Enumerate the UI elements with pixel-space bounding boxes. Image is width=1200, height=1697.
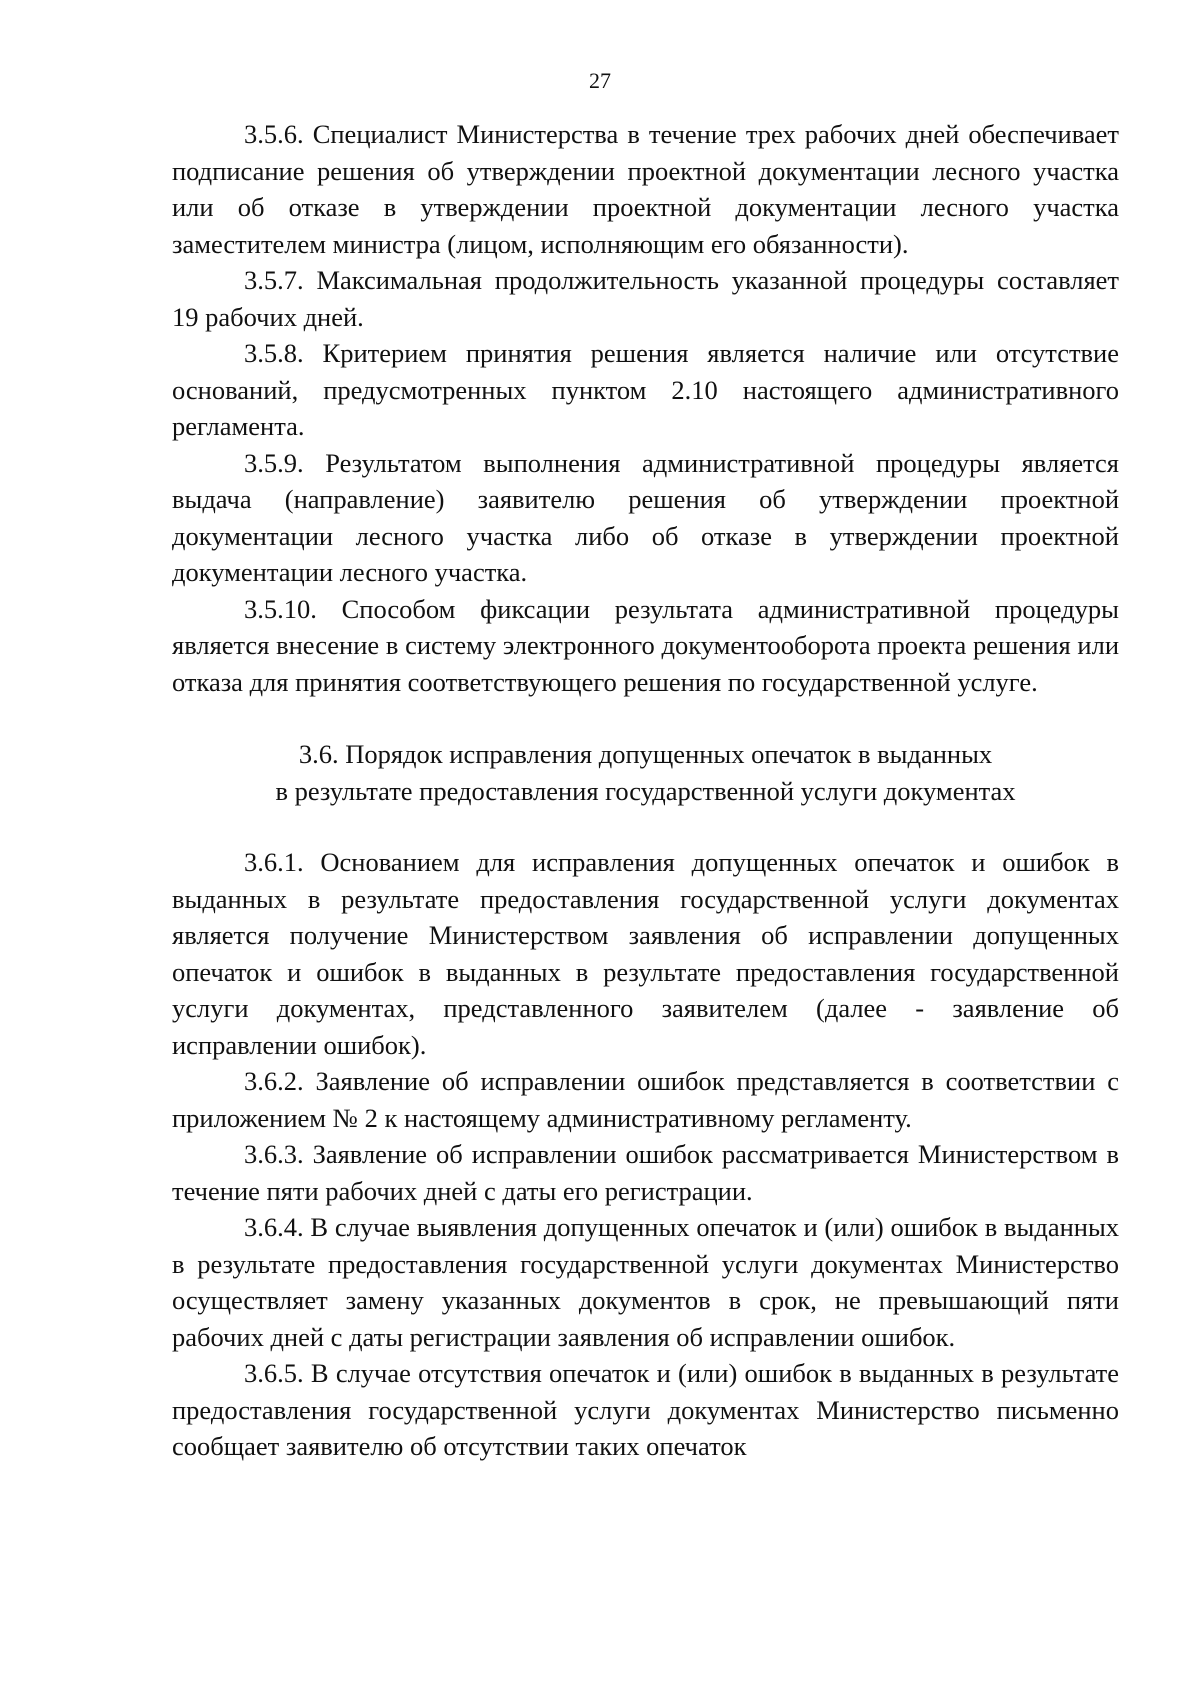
paragraph-3-6-5: 3.6.5. В случае отсутствия опечаток и (или) ошибок в выданных в результате предоставления государственной услуги документах Министерство письменно сообщает заявителю об отсутствии таких опечаток — [172, 1358, 1119, 1461]
paragraph-3-6-3: 3.6.3. Заявление об исправлении ошибок рассматривается Министерством в течение пяти рабочих дней с даты его регистрации. — [172, 1139, 1119, 1206]
section-heading-line-2: в результате предоставления государственной услуги документах — [275, 775, 1016, 806]
paragraph-3-6-2: 3.6.2. Заявление об исправлении ошибок представляется в соответствии с приложением № 2 к настоящему административному регламенту. — [172, 1066, 1119, 1133]
section-heading-line-1: 3.6. Порядок исправления допущенных опечаток в выданных — [298, 739, 993, 769]
paragraph-3-5-6: 3.5.6. Специалист Министерства в течение трех рабочих дней обеспечивает подписание решения об утверждении проектной документации лесного участка или об отказе в утверждении проектной документации лесного участка заместителем министра (лицом, исполняющим его обязанности). — [172, 119, 1119, 259]
paragraph-3-6-1: 3.6.1. Основанием для исправления допущенных опечаток и ошибок в выданных в результате предоставления государственной услуги документах является получение Министерством заявления об исправлении допущенных опечаток и ошибок в выданных в результате предоставления государственной услуги документах, представленного заявителем (далее - заявление об исправлении ошибок). — [172, 847, 1119, 1060]
paragraph-3-6-4: 3.6.4. В случае выявления допущенных опечаток и (или) ошибок в выданных в результате предоставления государственной услуги документах Министерство осуществляет замену указанных документов в срок, не превышающий пяти рабочих дней с даты регистрации заявления об исправлении ошибок. — [172, 1212, 1119, 1352]
paragraph-3-5-10: 3.5.10. Способом фиксации результата административной процедуры является внесение в систему электронного документооборота проекта решения или отказа для принятия соответствующего решения по государственной услуге. — [172, 593, 1119, 697]
document-body — [172, 116, 1119, 1465]
page-number: 27 — [589, 68, 611, 93]
paragraph-3-5-9: 3.5.9. Результатом выполнения административной процедуры является выдача (направление) заявителю решения об утверждении проектной документации лесного участка либо об отказе в утверждении проектной документации лесного участка. — [172, 447, 1119, 587]
paragraph-3-5-8: 3.5.8. Критерием принятия решения является наличие или отсутствие оснований, предусмотренных пунктом 2.10 настоящего административного регламента. — [172, 338, 1119, 441]
section-heading-3-6 — [172, 736, 1119, 809]
paragraph-3-5-7: 3.5.7. Максимальная продолжительность указанной процедуры составляет 19 рабочих дней. — [172, 265, 1119, 332]
